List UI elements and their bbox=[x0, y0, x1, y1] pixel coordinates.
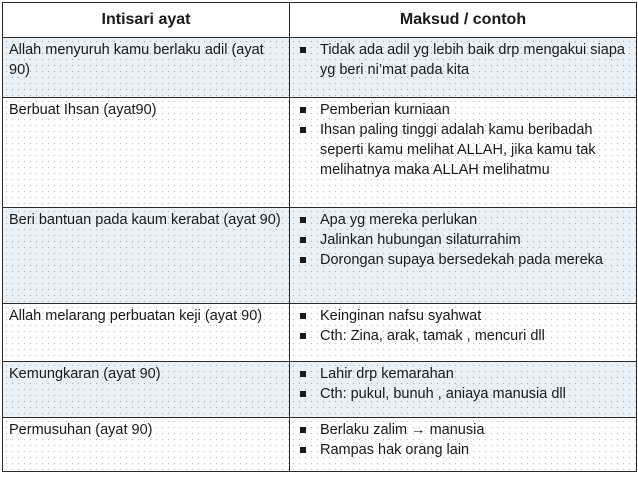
summary-table bbox=[2, 2, 637, 472]
bullet-item: Dorongan supaya bersedekah pada mereka bbox=[296, 250, 630, 270]
row-points bbox=[290, 362, 637, 418]
bullet-item: Ihsan paling tinggi adalah kamu beribadah seperti kamu melihat ALLAH, jika kamu tak melihatnya maka ALLAH melihatmu bbox=[296, 120, 630, 180]
row-title: Allah menyuruh kamu berlaku adil (ayat 90) bbox=[3, 38, 290, 98]
header-intisari-ayat: Intisari ayat bbox=[3, 3, 290, 38]
row-title: Berbuat Ihsan (ayat90) bbox=[3, 98, 290, 208]
bullet-item: Tidak ada adil yg lebih baik drp mengakui siapa yg beri ni’mat pada kita bbox=[296, 40, 630, 80]
bullet-item: Rampas hak orang lain bbox=[296, 440, 630, 460]
row-points bbox=[290, 98, 637, 208]
bullet-item: Berlaku zalim → manusia bbox=[296, 420, 630, 440]
row-points bbox=[290, 38, 637, 98]
table-row bbox=[3, 362, 637, 418]
bullet-item: Jalinkan hubungan silaturrahim bbox=[296, 230, 630, 250]
bullet-item: Cth: pukul, bunuh , aniaya manusia dll bbox=[296, 384, 630, 404]
row-title: Beri bantuan pada kaum kerabat (ayat 90) bbox=[3, 208, 290, 304]
bullet-item: Apa yg mereka perlukan bbox=[296, 210, 630, 230]
table-row bbox=[3, 38, 637, 98]
bullet-item: Lahir drp kemarahan bbox=[296, 364, 630, 384]
header-maksud-contoh: Maksud / contoh bbox=[290, 3, 637, 38]
bullet-item: Keinginan nafsu syahwat bbox=[296, 306, 630, 326]
table-row bbox=[3, 98, 637, 208]
table-row bbox=[3, 418, 637, 472]
row-title: Kemungkaran (ayat 90) bbox=[3, 362, 290, 418]
row-title: Permusuhan (ayat 90) bbox=[3, 418, 290, 472]
row-points bbox=[290, 208, 637, 304]
row-points bbox=[290, 304, 637, 362]
header-row bbox=[3, 3, 637, 38]
row-title: Allah melarang perbuatan keji (ayat 90) bbox=[3, 304, 290, 362]
table-row bbox=[3, 304, 637, 362]
row-points bbox=[290, 418, 637, 472]
bullet-item: Cth: Zina, arak, tamak , mencuri dll bbox=[296, 326, 630, 346]
bullet-item: Pemberian kurniaan bbox=[296, 100, 630, 120]
table-row bbox=[3, 208, 637, 304]
